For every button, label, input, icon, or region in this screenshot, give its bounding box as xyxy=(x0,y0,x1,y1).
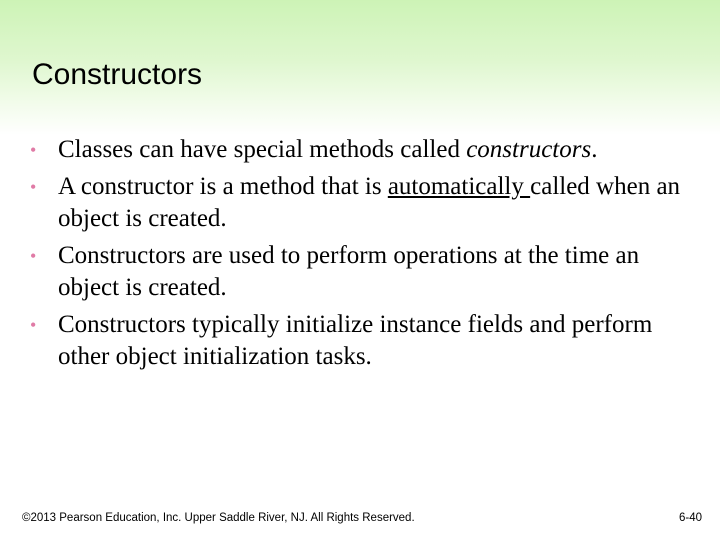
slide-number: 6-40 xyxy=(678,512,702,524)
bullet-text: Constructors are used to perform operations at the time an object is created. xyxy=(58,242,640,301)
bullet-item xyxy=(30,240,700,304)
bullet-text: Classes can have special methods called xyxy=(58,136,467,163)
underlined-term: automatically xyxy=(387,173,531,200)
bullet-text: A constructor is a method that is xyxy=(58,173,388,200)
bullet-dot-icon: • xyxy=(30,315,37,335)
bullet-item xyxy=(30,134,700,166)
bullet-item xyxy=(30,309,700,373)
bullet-text: Constructors typically initialize instance fields and perform other object initialization tasks. xyxy=(58,311,653,370)
bullet-text: . xyxy=(591,136,598,163)
bullet-dot-icon: • xyxy=(30,140,37,160)
bullet-item xyxy=(30,171,700,235)
copyright-footer: ©2013 Pearson Education, Inc. Upper Saddle River, NJ. All Rights Reserved. xyxy=(22,512,415,524)
bullet-dot-icon: • xyxy=(30,246,37,266)
emphasized-term: constructors xyxy=(466,136,592,163)
bullet-list xyxy=(30,134,700,378)
slide-title: Constructors xyxy=(32,58,203,91)
bullet-dot-icon: • xyxy=(30,177,37,197)
bullet-text: called when an object is created. xyxy=(58,173,681,232)
